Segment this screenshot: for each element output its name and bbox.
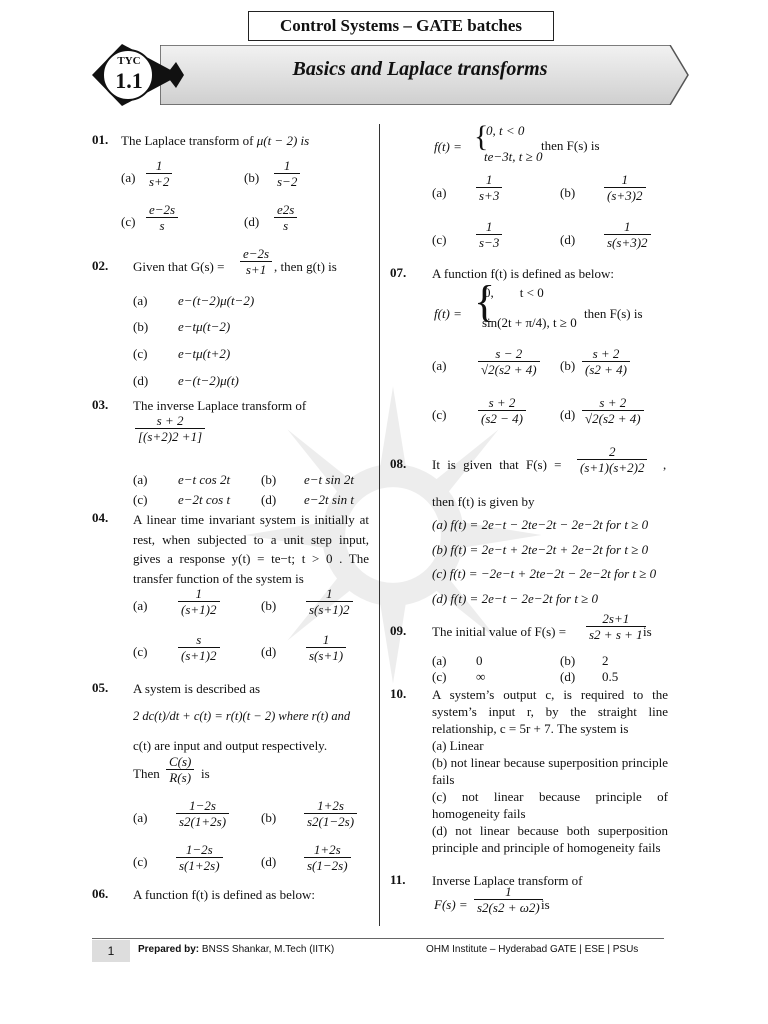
option-label: (a) xyxy=(133,810,148,825)
question-text: A system is described as xyxy=(133,681,261,696)
question-text-tail: , then g(t) is xyxy=(274,259,337,274)
option-a: 0 xyxy=(476,653,483,668)
option-c: e−2t cos t xyxy=(178,492,231,507)
option-b: $\frac{1+2s}{s2(1-2s)}$ xyxy=(302,798,359,829)
footer-rule xyxy=(92,938,664,939)
option-d: $\frac{e2s}{s}$ xyxy=(272,202,299,233)
option-c: ∞ xyxy=(476,669,486,684)
option-a: e−(t−2)μ(t−2) xyxy=(178,293,255,308)
question-number: 10. xyxy=(390,686,407,701)
question-number: 02. xyxy=(92,258,109,273)
question-text: Given that G(s) = xyxy=(133,259,225,274)
prepared-by: Prepared by: BNSS Shankar, M.Tech (IITK) xyxy=(138,944,335,955)
question-text: Then xyxy=(133,766,160,781)
question-text: Inverse Laplace transform of xyxy=(432,873,583,888)
option-label: (d) xyxy=(133,373,149,388)
option-label: (c) xyxy=(432,232,447,247)
chapter-title: Basics and Laplace transforms xyxy=(292,58,548,80)
option-b: (b) f(t) = 2e−t + 2te−2t + 2e−2t for t ≥ 0 xyxy=(432,542,649,557)
question-text-tail: then F(s) is xyxy=(584,306,643,321)
option-b: 2 xyxy=(602,653,609,668)
option-label: (c) xyxy=(133,492,148,507)
option-label: (b) xyxy=(261,810,277,825)
option-d: $\frac{s + 2}{√2(s2 + 4)}$ xyxy=(580,395,646,426)
option-d: (d) not linear because both superposition principle and principle of homogeneity fails xyxy=(432,823,668,855)
option-label: (b) xyxy=(560,653,576,668)
option-b: e−t sin 2t xyxy=(304,472,354,487)
question-text-tail: , xyxy=(663,457,667,472)
option-label: (a) xyxy=(432,653,447,668)
question-number: 04. xyxy=(92,510,109,525)
option-c: (c) f(t) = −2e−t + 2te−2t − 2e−2t for t ≥ 0 xyxy=(432,566,657,581)
question-number: 05. xyxy=(92,680,109,695)
option-label: (b) xyxy=(244,170,260,185)
option-a: (a) f(t) = 2e−t − 2te−2t − 2e−2t for t ≥ 0 xyxy=(432,517,649,532)
option-d: (d) f(t) = 2e−t − 2e−2t for t ≥ 0 xyxy=(432,591,599,606)
question-text: A system’s output c, is required to the system’s input r, by the straight line relationship, c = 5r + 7. The system is xyxy=(432,687,668,736)
question-number: 08. xyxy=(390,456,407,471)
option-label: (c) xyxy=(133,854,148,869)
question-fraction: $\frac{2s+1}{s2 + s + 1}$ xyxy=(584,611,648,642)
option-label: (b) xyxy=(133,319,149,334)
option-c: $\frac{e-2s}{s}$ xyxy=(144,202,180,233)
option-label: (d) xyxy=(560,407,576,422)
page-number: 1 xyxy=(92,940,130,962)
option-label: (d) xyxy=(244,214,260,229)
option-c: (c) not linear because principle of homogeneity fails xyxy=(432,789,668,821)
option-d: 0.5 xyxy=(602,669,619,684)
option-label: (a) xyxy=(133,472,148,487)
question-number: 01. xyxy=(92,132,109,147)
option-b: $\frac{s + 2}{(s2 + 4)}$ xyxy=(580,346,632,377)
question-fraction: $\frac{C(s)}{R(s)}$ xyxy=(164,754,196,785)
option-a: (a) Linear xyxy=(432,738,484,753)
tyc-number: 1.1 xyxy=(115,68,143,93)
option-b: $\frac{1}{s-2}$ xyxy=(272,158,302,189)
function-lhs: f(t) = xyxy=(434,139,462,154)
option-a: $\frac{s - 2}{√2(s2 + 4)}$ xyxy=(476,346,542,377)
option-d: e−2t sin t xyxy=(304,492,354,507)
brace: { xyxy=(474,277,496,326)
option-label: (a) xyxy=(432,185,447,200)
tyc-label: TYC xyxy=(117,55,141,67)
option-label: (d) xyxy=(261,644,277,659)
brace: { xyxy=(474,120,489,153)
piecewise-case: te−3t, t ≥ 0 xyxy=(484,149,543,164)
question-number: 07. xyxy=(390,265,407,280)
question-text: The inverse Laplace transform of xyxy=(133,398,307,413)
question-number: 06. xyxy=(92,886,109,901)
option-label: (c) xyxy=(432,407,447,422)
question-number: 11. xyxy=(390,872,406,887)
question-text-tail: then F(s) is xyxy=(541,138,600,153)
system-equation: 2 dc(t)/dt + c(t) = r(t)(t − 2) where r(t) and xyxy=(133,709,351,723)
question-text: It is given that F(s) = xyxy=(432,457,562,472)
option-label: (a) xyxy=(133,598,148,613)
option-label: (b) xyxy=(261,472,277,487)
question-text-tail: is xyxy=(643,624,652,639)
option-label: (c) xyxy=(121,214,136,229)
option-c: $\frac{1}{s-3}$ xyxy=(474,219,504,250)
piecewise-case: sin(2t + π/4), t ≥ 0 xyxy=(482,315,577,330)
option-label: (c) xyxy=(432,669,447,684)
question-text-tail: is xyxy=(201,766,210,781)
option-b: e−tμ(t−2) xyxy=(178,319,231,334)
option-c: $\frac{s + 2}{(s2 - 4)}$ xyxy=(476,395,528,426)
option-label: (a) xyxy=(432,358,447,373)
question-fraction: $\frac{1}{s2(s2 + \omega 2)}$ xyxy=(472,884,545,915)
question-text-tail: is xyxy=(541,897,550,912)
question-fraction: $\frac{e-2s}{s+1}$ xyxy=(238,246,274,277)
option-label: (d) xyxy=(560,232,576,247)
question-number: 09. xyxy=(390,623,407,638)
course-title-box: Control Systems – GATE batches xyxy=(248,11,554,41)
option-label: (a) xyxy=(133,293,148,308)
question-fraction: $\frac{2}{(s+1)(s+2)2}$ xyxy=(575,444,649,475)
option-c: $\frac{s}{(s+1)2}$ xyxy=(176,632,222,663)
option-c: e−tμ(t+2) xyxy=(178,346,231,361)
option-label: (b) xyxy=(261,598,277,613)
option-b: $\frac{1}{s(s+1)2}$ xyxy=(304,586,355,617)
question-text: The Laplace transform of μ(t − 2) is xyxy=(121,133,310,148)
institute-name: OHM Institute – Hyderabad GATE | ESE | PSUs xyxy=(426,944,639,955)
option-b: $\frac{1}{(s+3)2}$ xyxy=(602,172,648,203)
option-d: $\frac{1+2s}{s(1-2s)}$ xyxy=(302,842,353,873)
option-label: (c) xyxy=(133,644,148,659)
option-b: (b) not linear because superposition principle fails xyxy=(432,755,668,787)
question-number: 03. xyxy=(92,397,109,412)
option-a: e−t cos 2t xyxy=(178,472,231,487)
option-label: (a) xyxy=(121,170,136,185)
piecewise-case: 0, t < 0 xyxy=(484,285,544,300)
option-label: (d) xyxy=(261,492,277,507)
question-text: The initial value of F(s) = xyxy=(432,624,567,639)
question-text: A linear time invariant system is initially at rest, when subjected to a unit step input, gives a response y(t) = te−t; t > 0 . The transfer function of the system is xyxy=(133,512,369,586)
question-fraction: $\frac{s + 2}{[(s+2)2 +1]}$ xyxy=(133,413,207,444)
function-lhs: F(s) = xyxy=(434,897,468,912)
option-label: (c) xyxy=(133,346,148,361)
option-d: $\frac{1}{s(s+3)2}$ xyxy=(602,219,653,250)
question-text: then f(t) is given by xyxy=(432,494,535,509)
option-d: e−(t−2)μ(t) xyxy=(178,373,239,388)
question-text: A function f(t) is defined as below: xyxy=(133,887,315,902)
question-text: A function f(t) is defined as below: xyxy=(432,266,614,281)
option-label: (b) xyxy=(560,358,576,373)
option-label: (d) xyxy=(560,669,576,684)
function-lhs: f(t) = xyxy=(434,306,462,321)
option-label: (b) xyxy=(560,185,576,200)
option-d: $\frac{1}{s(s+1)}$ xyxy=(304,632,348,663)
piecewise-case: 0, t < 0 xyxy=(486,123,525,138)
question-text: c(t) are input and output respectively. xyxy=(133,738,328,753)
option-c: $\frac{1-2s}{s(1+2s)}$ xyxy=(174,842,225,873)
option-a: $\frac{1}{(s+1)2}$ xyxy=(176,586,222,617)
option-a: $\frac{1}{s+3}$ xyxy=(474,172,504,203)
column-divider xyxy=(379,124,380,926)
option-a: $\frac{1-2s}{s2(1+2s)}$ xyxy=(174,798,231,829)
option-a: $\frac{1}{s+2}$ xyxy=(144,158,174,189)
option-label: (d) xyxy=(261,854,277,869)
